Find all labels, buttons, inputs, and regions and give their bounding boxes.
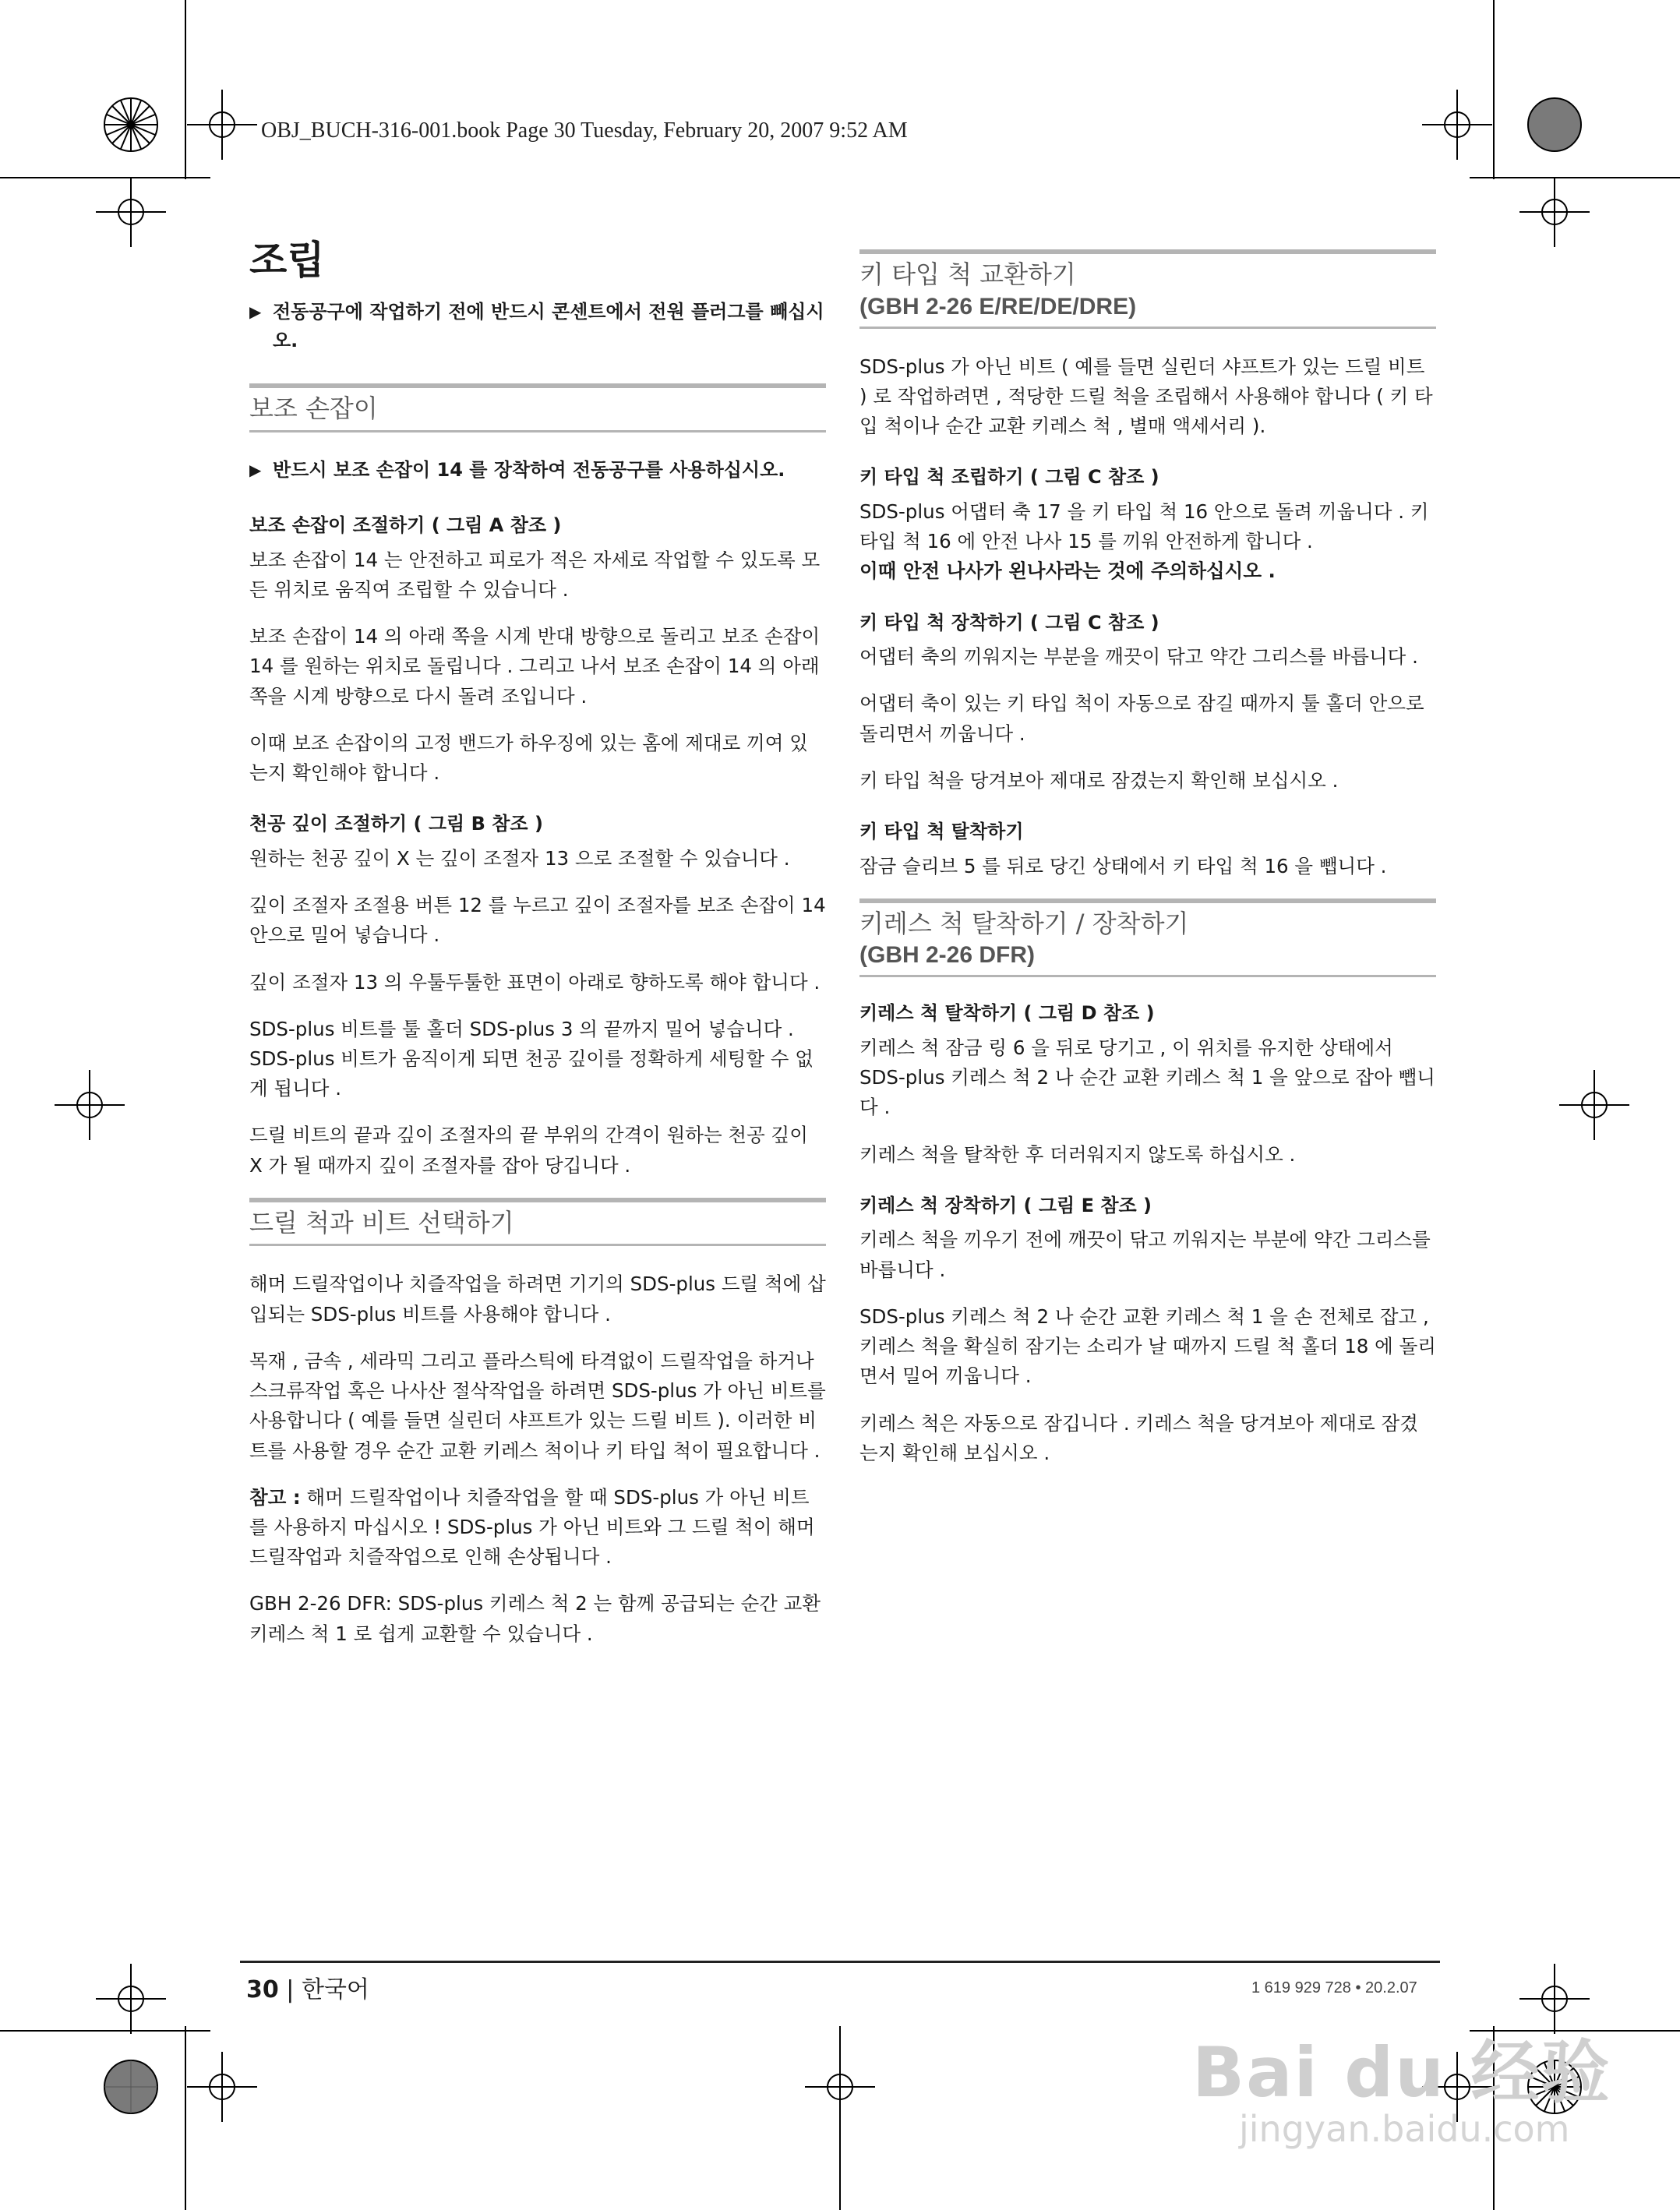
section-models: (GBH 2-26 E/RE/DE/DRE): [859, 293, 1137, 319]
crosshair-bottom-left: [187, 2052, 257, 2122]
triangle-bullet-icon: ▶: [249, 460, 262, 479]
paragraph: 원하는 천공 깊이 X 는 깊이 조절자 13 으로 조절할 수 있습니다 .: [249, 846, 790, 870]
section-title: 키레스 척 탈착하기 / 장착하기: [859, 908, 1189, 938]
page-number: 30: [246, 1976, 279, 2003]
subheading: 키 타입 척 조립하기 ( 그림 C 참조 ): [859, 466, 1159, 489]
crosshair-top-left: [187, 90, 257, 160]
paragraph: 목재 , 금속 , 세라믹 그리고 플라스틱에 타격없이 드릴작업을 하거나 스크류작업 혹은 나사산 절삭작업을 하려면 SDS-plus 가 아닌 비트를 사용합니다 ( 예를 들면 실린더 샤프트가 있는 드릴 비트 ). 이러한 비트를 사용할 경우 순간 교환 키레스 척이나 키 타입 척이 필요합니다 .: [249, 1349, 826, 1462]
crosshair-left-middle: [55, 1070, 125, 1140]
paragraph: 키레스 척을 탈착한 후 더러워지지 않도록 하십시오 .: [859, 1142, 1296, 1166]
gray-target-top-right: [1528, 98, 1581, 151]
left-column: [249, 234, 826, 1666]
paragraph: 키레스 척 잠금 링 6 을 뒤로 당기고 , 이 위치를 유지한 상태에서 SDS-plus 키레스 척 2 나 순간 교환 키레스 척 1 을 앞으로 잡아 뺍니다 .: [859, 1036, 1435, 1119]
subheading: 키 타입 척 탈착하기: [859, 820, 1024, 842]
paragraph: 보조 손잡이 14 는 안전하고 피로가 적은 자세로 작업할 수 있도록 모든 위치로 움직여 조립할 수 있습니다 .: [249, 548, 821, 601]
note-text: 해머 드릴작업이나 치즐작업을 할 때 SDS-plus 가 아닌 비트를 사용하지 마십시오 ! SDS-plus 가 아닌 비트와 그 드릴 척이 해머 드릴작업과 치즐작업으로 인해 손상됩니다 .: [249, 1485, 815, 1569]
footer-rule: [240, 1961, 1440, 1963]
paragraph: 이때 보조 손잡이의 고정 밴드가 하우징에 있는 홈에 제대로 끼여 있는지 확인해야 합니다 .: [249, 731, 808, 785]
right-column: [859, 234, 1436, 1485]
crosshair-left-lower: [96, 1964, 166, 2034]
crosshair-bottom-center: [805, 2052, 875, 2122]
paragraph: 잠금 슬리브 5 를 뒤로 당긴 상태에서 키 타입 척 16 을 뺍니다 .: [859, 854, 1387, 877]
watermark-brand: Bai du 经验: [1192, 2032, 1611, 2113]
paragraph: 해머 드릴작업이나 치즐작업을 하려면 기기의 SDS-plus 드릴 척에 삽입되는 SDS-plus 비트를 사용해야 합니다 .: [249, 1273, 826, 1326]
section-heading-chuck-select: 드릴 척과 비트 선택하기: [249, 1198, 826, 1247]
crosshair-right-middle: [1559, 1070, 1629, 1140]
page-title: 조립: [249, 238, 325, 283]
paragraph: 깊이 조절자 13 의 우툴두툴한 표면이 아래로 향하도록 해야 합니다 .: [249, 970, 821, 994]
watermark-url: jingyan.baidu.com: [1239, 2108, 1570, 2150]
paragraph: 어댑터 축이 있는 키 타입 척이 자동으로 잠길 때까지 툴 홀더 안으로 돌리면서 끼웁니다 .: [859, 692, 1424, 745]
crosshair-left-upper: [96, 177, 166, 247]
footer-page-info: [246, 1970, 369, 2004]
subheading: 키 타입 척 장착하기 ( 그림 C 참조 ): [859, 611, 1159, 634]
star-target-top-left: [104, 98, 157, 151]
paragraph: [249, 1483, 826, 1573]
paragraph-bold: 이때 안전 나사가 왼나사라는 것에 주의하십시오 .: [859, 560, 1276, 583]
footer-language: 한국어: [301, 1976, 369, 2003]
section-heading-aux-handle: 보조 손잡이: [249, 383, 826, 432]
paragraph: SDS-plus 가 아닌 비트 ( 예를 들면 실린더 샤프트가 있는 드릴 비트 ) 로 작업하려면 , 적당한 드릴 척을 조립해서 사용해야 합니다 ( 키 타입 척이나 순간 교환 키레스 척 , 별매 액세서리 ).: [859, 355, 1433, 438]
warning-text: 반드시 보조 손잡이 14 를 장착하여 전동공구를 사용하십시오.: [273, 458, 785, 481]
subheading: 키레스 척 장착하기 ( 그림 E 참조 ): [859, 1194, 1152, 1216]
warning-bullet: [249, 298, 826, 355]
section-models: (GBH 2-26 DFR): [859, 942, 1036, 969]
paragraph: 드릴 비트의 끝과 깊이 조절자의 끝 부위의 간격이 원하는 천공 깊이 X 가 될 때까지 깊이 조절자를 잡아 당깁니다 .: [249, 1124, 808, 1177]
paragraph: 키레스 척을 끼우기 전에 깨끗이 닦고 끼워지는 부분에 약간 그리스를 바릅니다 .: [859, 1228, 1431, 1281]
paragraph: 보조 손잡이 14 의 아래 쪽을 시계 반대 방향으로 돌리고 보조 손잡이 14 를 원하는 위치로 돌립니다 . 그리고 나서 보조 손잡이 14 의 아래 쪽을 시계 방향으로 다시 돌려 조입니다 .: [249, 625, 821, 708]
paragraph: GBH 2-26 DFR: SDS-plus 키레스 척 2 는 함께 공급되는 순간 교환 키레스 척 1 로 쉽게 교환할 수 있습니다 .: [249, 1592, 821, 1645]
section-heading-key-chuck: [859, 249, 1436, 329]
footer-doc-code: 1 619 929 728 • 20.2.07: [1251, 1979, 1417, 1996]
warning-bullet: [249, 456, 826, 485]
paragraph: 키레스 척은 자동으로 잠깁니다 . 키레스 척을 당겨보아 제대로 잠겼는지 확인해 보십시오 .: [859, 1411, 1418, 1464]
paragraph: SDS-plus 키레스 척 2 나 순간 교환 키레스 척 1 을 손 전체로 잡고 , 키레스 척을 확실히 잠기는 소리가 날 때까지 드릴 척 홀더 18 에 돌리면서 밀어 끼웁니다 .: [859, 1304, 1436, 1388]
crosshair-right-upper: [1519, 177, 1590, 247]
subheading: 키레스 척 탈착하기 ( 그림 D 참조 ): [859, 1002, 1155, 1025]
paragraph: SDS-plus 어댑터 축 17 을 키 타입 척 16 안으로 돌려 끼웁니다 . 키 타입 척 16 에 안전 나사 15 를 끼워 안전하게 합니다 .: [859, 500, 1429, 553]
section-heading-keyless: [859, 898, 1436, 978]
paragraph: SDS-plus 비트를 툴 홀더 SDS-plus 3 의 끝까지 밀어 넣습니다 . SDS-plus 비트가 움직이게 되면 천공 깊이를 정확하게 세팅할 수 없게 됩니다 .: [249, 1017, 814, 1100]
subheading: 보조 손잡이 조절하기 ( 그림 A 참조 ): [249, 514, 562, 537]
warning-text: 전동공구에 작업하기 전에 반드시 콘센트에서 전원 플러그를 빼십시오.: [273, 301, 824, 352]
print-header: OBJ_BUCH-316-001.book Page 30 Tuesday, February 20, 2007 9:52 AM: [261, 118, 908, 143]
gray-target-bottom-left: [104, 2060, 157, 2113]
crosshair-top-right: [1422, 90, 1492, 160]
triangle-bullet-icon: ▶: [249, 302, 262, 321]
section-title: 키 타입 척 교환하기: [859, 259, 1076, 289]
note-label: 참고 :: [249, 1485, 301, 1509]
paragraph: 깊이 조절자 조절용 버튼 12 를 누르고 깊이 조절자를 보조 손잡이 14 안으로 밀어 넣습니다 .: [249, 894, 826, 947]
subheading: 천공 깊이 조절하기 ( 그림 B 참조 ): [249, 813, 543, 835]
paragraph: 키 타입 척을 당겨보아 제대로 잠겼는지 확인해 보십시오 .: [859, 768, 1339, 792]
paragraph: 어댑터 축의 끼워지는 부분을 깨끗이 닦고 약간 그리스를 바릅니다 .: [859, 645, 1418, 669]
footer-separator: |: [278, 1976, 302, 2003]
